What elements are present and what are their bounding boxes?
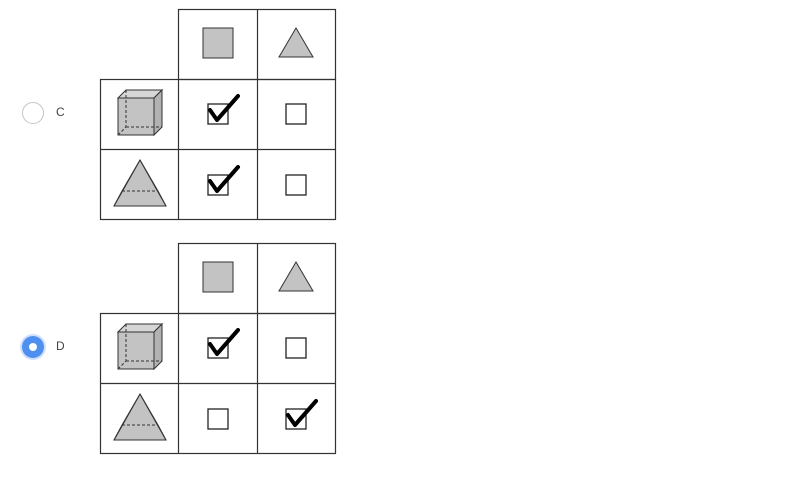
option-c[interactable] xyxy=(0,0,800,230)
checkbox-d-r1c2 xyxy=(286,338,306,358)
option-label-c: C xyxy=(56,105,65,119)
square-icon xyxy=(203,262,233,292)
checkbox-c-r2c1 xyxy=(208,167,238,195)
option-label-d: D xyxy=(56,339,65,353)
table-c xyxy=(0,0,800,230)
triangle-icon xyxy=(279,28,313,57)
pyramid-icon xyxy=(114,160,166,206)
checkbox-d-r2c2 xyxy=(286,401,316,429)
checkbox-d-r2c1 xyxy=(208,409,228,429)
checkbox-d-r1c1 xyxy=(208,330,238,358)
cube-icon xyxy=(118,90,162,135)
square-icon xyxy=(203,28,233,58)
checkbox-c-r1c2 xyxy=(286,104,306,124)
triangle-icon xyxy=(279,262,313,291)
option-d[interactable] xyxy=(0,234,800,464)
checkbox-c-r2c2 xyxy=(286,175,306,195)
pyramid-icon xyxy=(114,394,166,440)
checkbox-c-r1c1 xyxy=(208,96,238,124)
table-d xyxy=(0,234,800,464)
cube-icon xyxy=(118,324,162,369)
